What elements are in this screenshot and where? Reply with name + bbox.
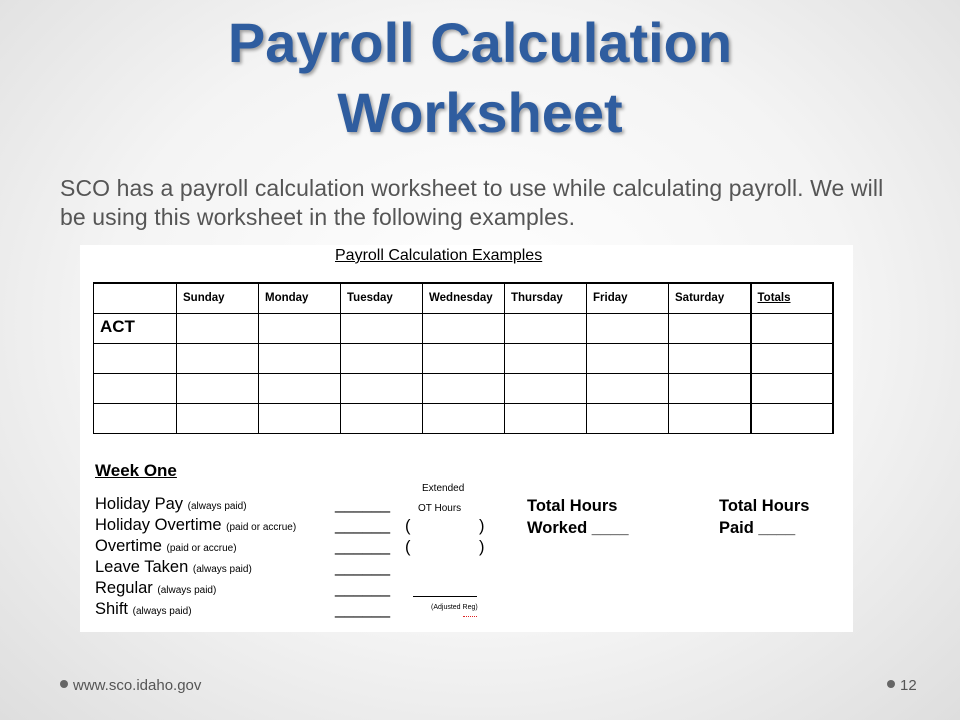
grid-header-tuesday: Tuesday — [341, 283, 423, 313]
grid-cell — [505, 403, 587, 433]
grid-cell — [259, 313, 341, 343]
blank-regular: ______ — [335, 579, 391, 597]
grid-row-label-act: ACT — [94, 313, 177, 343]
grid-cell — [423, 373, 505, 403]
worksheet-image — [80, 245, 853, 632]
grid-cell — [341, 343, 423, 373]
blank-holiday-overtime: ______ — [335, 516, 391, 534]
total-worked-line-1: Total Hours — [527, 497, 618, 515]
footer-url[interactable] — [60, 677, 201, 694]
adjusted-regular-line — [413, 596, 477, 597]
line-label: Holiday Pay — [95, 495, 184, 513]
worksheet-title: Payroll Calculation Examples — [335, 247, 543, 264]
total-hours-paid — [719, 495, 809, 539]
grid-cell — [751, 343, 833, 373]
grid-cell — [751, 373, 833, 403]
line-note: (paid or accrue) — [166, 543, 237, 554]
paren-open-holiday-ot: ( — [405, 517, 411, 535]
line-note: (always paid) — [157, 585, 217, 596]
line-note: (paid or accrue) — [226, 522, 297, 533]
grid-cell — [587, 313, 669, 343]
line-note: (always paid) — [132, 606, 192, 617]
bullet-dot-icon — [887, 680, 895, 688]
grid-cell — [94, 403, 177, 433]
grid-cell — [669, 343, 751, 373]
total-worked-line-2: Worked ____ — [527, 519, 629, 537]
line-holiday-pay — [95, 495, 247, 514]
grid-cell — [751, 313, 833, 343]
total-paid-line-1: Total Hours — [719, 497, 810, 515]
line-label: Holiday Overtime — [95, 516, 222, 534]
line-label: Regular — [95, 579, 153, 597]
grid-cell — [505, 343, 587, 373]
slide-title — [0, 8, 960, 148]
page-number-text: 12 — [900, 677, 917, 694]
line-note: (always paid) — [187, 501, 247, 512]
spellcheck-squiggle — [463, 613, 477, 617]
grid-cell — [259, 373, 341, 403]
line-label: Shift — [95, 600, 129, 618]
grid-cell — [669, 403, 751, 433]
ot-hours-label: OT Hours — [418, 503, 462, 514]
footer-url-text[interactable]: www.sco.idaho.gov — [73, 677, 202, 694]
paren-close-holiday-ot: ) — [479, 517, 485, 535]
blank-holiday-pay: ______ — [335, 495, 391, 513]
grid-header-thursday: Thursday — [505, 283, 587, 313]
total-paid-line-2: Paid ____ — [719, 519, 796, 537]
blank-shift: ______ — [335, 600, 391, 618]
grid-cell — [423, 313, 505, 343]
grid-cell — [259, 403, 341, 433]
paren-open-overtime: ( — [405, 538, 411, 556]
grid-cell — [505, 373, 587, 403]
extended-label: Extended — [422, 483, 465, 494]
grid-row — [94, 373, 833, 403]
worksheet-grid — [93, 282, 834, 434]
bullet-dot-icon — [60, 680, 68, 688]
grid-cell — [177, 343, 259, 373]
grid-cell — [341, 403, 423, 433]
grid-cell — [177, 313, 259, 343]
grid-cell — [423, 343, 505, 373]
grid-cell — [587, 373, 669, 403]
grid-cell — [423, 403, 505, 433]
grid-cell — [177, 373, 259, 403]
week-one-heading: Week One — [95, 461, 177, 480]
grid-cell — [259, 343, 341, 373]
grid-header-saturday: Saturday — [669, 283, 751, 313]
paren-close-overtime: ) — [479, 538, 485, 556]
grid-header-row — [94, 283, 833, 313]
grid-cell — [587, 403, 669, 433]
grid-header-friday: Friday — [587, 283, 669, 313]
intro-text: SCO has a payroll calculation worksheet to use while calculating payroll. We will be using this worksheet in the following examples. — [60, 175, 884, 230]
line-regular — [95, 579, 216, 598]
blank-leave-taken: ______ — [335, 558, 391, 576]
line-leave-taken — [95, 558, 252, 577]
slide-title-line-1: Payroll Calculation — [227, 11, 733, 74]
grid-row-act — [94, 313, 833, 343]
grid-header-sunday: Sunday — [177, 283, 259, 313]
line-overtime — [95, 537, 237, 556]
grid-cell — [341, 373, 423, 403]
grid-row — [94, 343, 833, 373]
grid-cell — [587, 343, 669, 373]
grid-cell — [505, 313, 587, 343]
line-note: (always paid) — [192, 564, 252, 575]
grid-header-monday: Monday — [259, 283, 341, 313]
grid-cell — [751, 403, 833, 433]
line-label: Overtime — [95, 537, 162, 555]
grid-row — [94, 403, 833, 433]
line-label: Leave Taken — [95, 558, 189, 576]
adjusted-reg-label: (Adjusted Reg) — [431, 604, 478, 611]
line-holiday-overtime — [95, 516, 296, 535]
slide-title-line-2: Worksheet — [337, 81, 623, 144]
grid-cell — [94, 373, 177, 403]
grid-cell — [94, 343, 177, 373]
page-number — [887, 677, 917, 694]
grid-header-blank — [94, 283, 177, 313]
grid-cell — [669, 313, 751, 343]
grid-header-totals: Totals — [751, 283, 833, 313]
grid-cell — [669, 373, 751, 403]
grid-cell — [177, 403, 259, 433]
grid-header-wednesday: Wednesday — [423, 283, 505, 313]
line-shift — [95, 600, 192, 619]
grid-cell — [341, 313, 423, 343]
total-hours-worked — [527, 495, 629, 539]
blank-overtime: ______ — [335, 537, 391, 555]
